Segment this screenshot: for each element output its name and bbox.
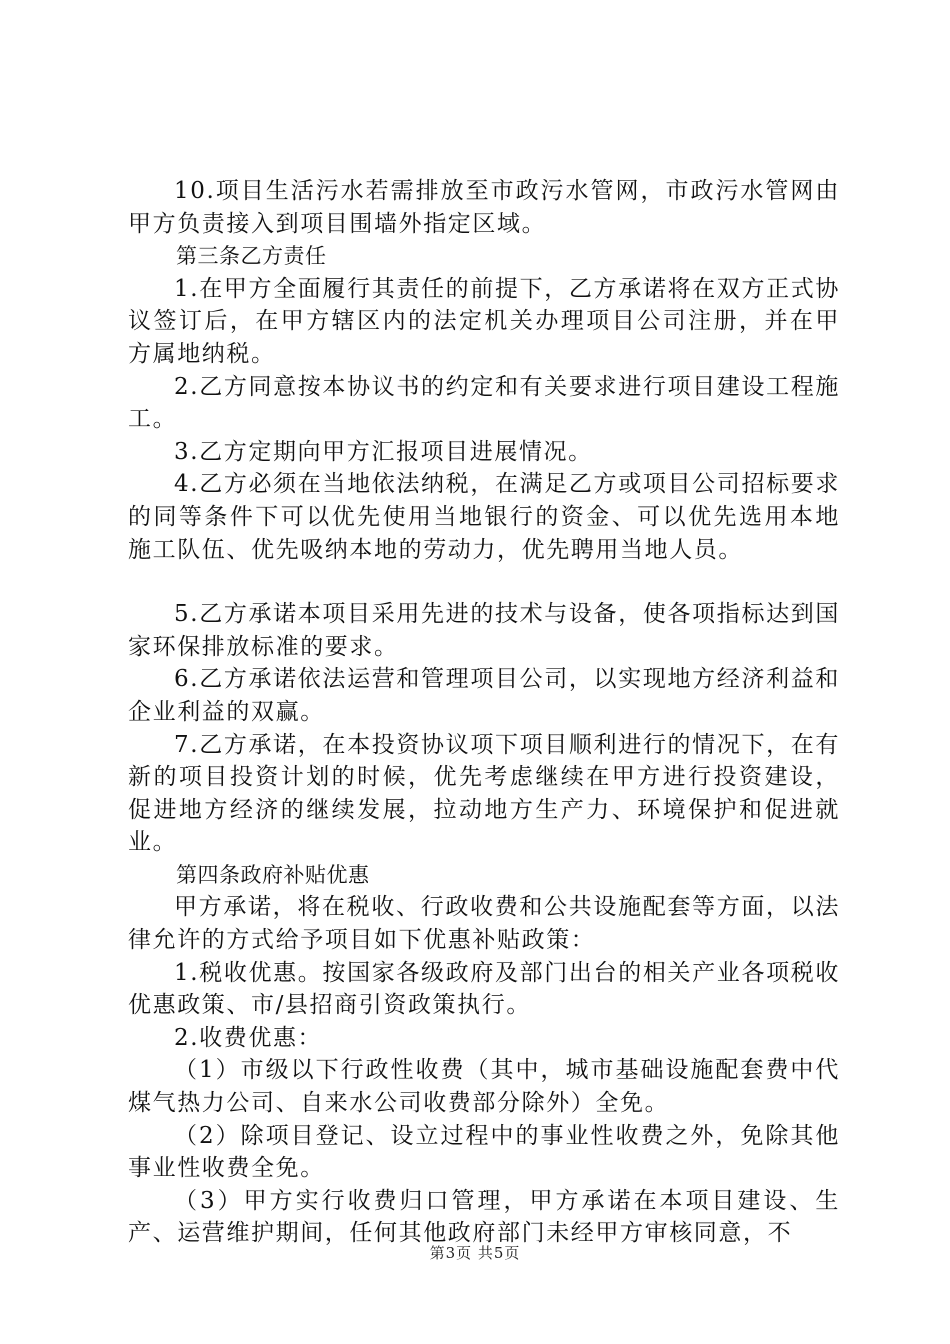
paragraph-party-b-2: 2.乙方同意按本协议书的约定和有关要求进行项目建设工程施工。: [128, 373, 840, 433]
section-heading-article-4: 第四条政府补贴优惠: [176, 862, 370, 887]
paragraph-party-b-7: 7.乙方承诺，在本投资协议项下项目顺利进行的情况下，在有新的项目投资计划的时候，优先考虑继续在甲方进行投资建设，促进地方经济的继续发展，拉动地方生产力、环境保护和促进就业。: [128, 731, 840, 856]
paragraph-subsidy-2-1: （1）市级以下行政性收费（其中，城市基础设施配套费中代煤气热力公司、自来水公司收费部分除外）全免。: [128, 1057, 840, 1117]
paragraph-party-b-5: 5.乙方承诺本项目采用先进的技术与设备，使各项指标达到国家环保排放标准的要求。: [128, 601, 840, 660]
paragraph-party-b-3: 3.乙方定期向甲方汇报项目进展情况。: [174, 438, 593, 465]
paragraph-subsidy-intro: 甲方承诺，将在税收、行政收费和公共设施配套等方面，以法律允许的方式给予项目如下优惠补贴政策：: [128, 894, 840, 954]
paragraph-party-b-1: 1.在甲方全面履行其责任的前提下，乙方承诺将在双方正式协议签订后，在甲方辖区内的法定机关办理项目公司注册，并在甲方属地纳税。: [128, 275, 840, 367]
paragraph-party-b-4: 4.乙方必须在当地依法纳税，在满足乙方或项目公司招标要求的同等条件下可以优先使用当地银行的资金、可以优先选用本地施工队伍、优先吸纳本地的劳动力，优先聘用当地人员。: [128, 471, 840, 563]
document-body: [128, 175, 840, 1250]
paragraph-subsidy-2-3: （3）甲方实行收费归口管理，甲方承诺在本项目建设、生产、运营维护期间，任何其他政府部门未经甲方审核同意，不: [128, 1187, 840, 1247]
section-heading-article-3: 第三条乙方责任: [176, 244, 327, 269]
page-number-footer: 第3页 共5页: [429, 1244, 521, 1262]
paragraph-subsidy-1: 1.税收优惠。按国家各级政府及部门出台的相关产业各项税收优惠政策、市/县招商引资政策执行。: [128, 959, 840, 1019]
paragraph-item-10: 10.项目生活污水若需排放至市政污水管网，市政污水管网由甲方负责接入到项目围墙外指定区域。: [128, 178, 840, 237]
paragraph-subsidy-2: 2.收费优惠：: [174, 1024, 323, 1051]
paragraph-subsidy-2-2: （2）除项目登记、设立过程中的事业性收费之外，免除其他事业性收费全免。: [128, 1122, 840, 1182]
paragraph-party-b-6: 6.乙方承诺依法运营和管理项目公司，以实现地方经济利益和企业利益的双赢。: [128, 666, 840, 725]
